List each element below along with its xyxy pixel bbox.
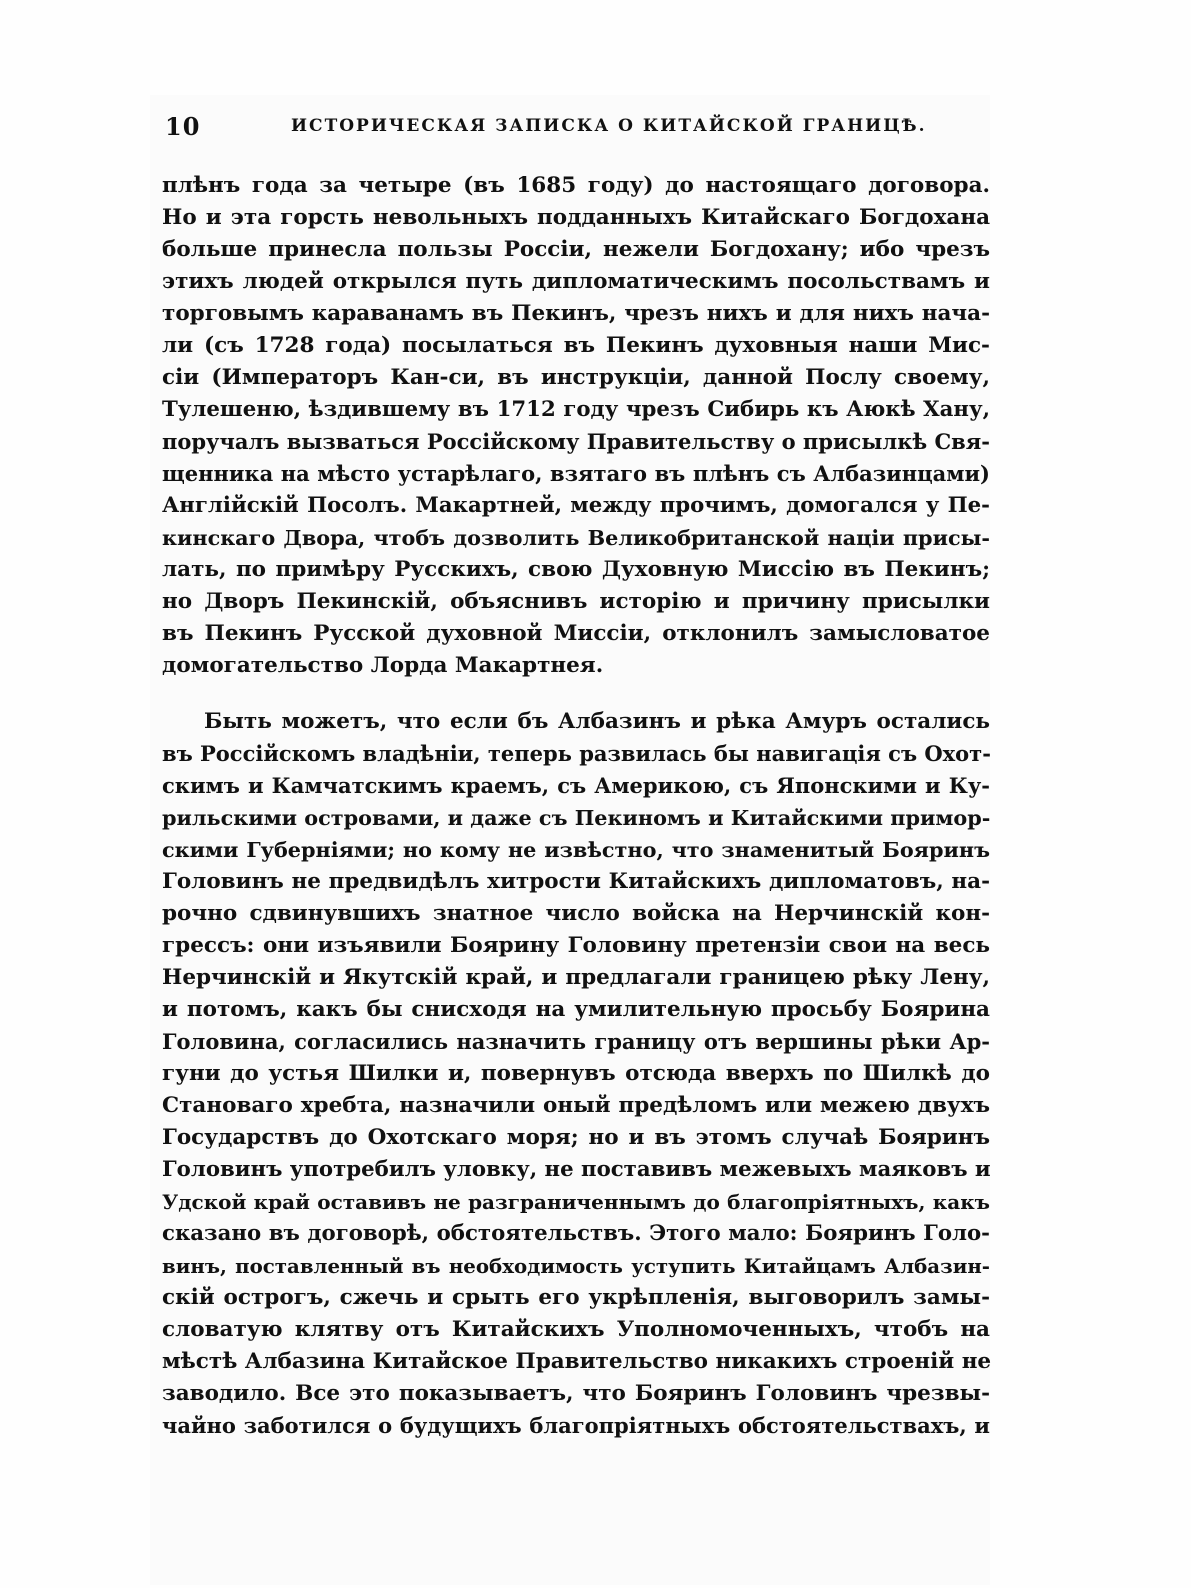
text-line: скимъ и Камчатскимъ краемъ, съ Америкою, съ Японскими и Ку-: [162, 773, 990, 798]
page-number: 10: [165, 112, 201, 141]
paragraph-gap: [162, 682, 990, 706]
text-line: Головинъ употребилъ уловку, не поставивъ межевыхъ маяковъ и: [162, 1157, 991, 1182]
text-line: въ Пекинъ Русской духовной Миссіи, отклонилъ замысловатое: [162, 621, 990, 646]
text-line: сказано въ договорѣ, обстоятельствъ. Этого мало: Бояринъ Голо-: [162, 1221, 990, 1246]
running-title: ИСТОРИЧЕСКАЯ ЗАПИСКА О КИТАЙСКОЙ ГРАНИЦѢ.: [291, 116, 927, 136]
text-line: скими Губерніями; но кому не извѣстно, что знаменитый Бояринъ: [162, 838, 990, 862]
text-line: Быть можетъ, что если бъ Албазинъ и рѣка Амуръ остались: [204, 709, 990, 734]
text-line: лать, по примѣру Русскихъ, свою Духовную Миссію въ Пекинъ;: [162, 557, 990, 582]
text-line: плѣнъ года за четыре (въ 1685 году) до настоящаго договора.: [162, 173, 990, 198]
text-line: домогательство Лорда Макартнея.: [162, 653, 604, 678]
text-line: больше принесла пользы Россіи, нежели Богдохану; ибо чрезъ: [162, 237, 990, 262]
text-line: Становаго хребта, назначили оный предѣломъ или межею двухъ: [162, 1093, 990, 1118]
text-line: заводило. Все это показываетъ, что Бояринъ Головинъ чрезвы-: [162, 1381, 990, 1406]
text-line: Но и эта горсть невольныхъ подданныхъ Китайскаго Богдохана: [162, 205, 990, 230]
text-line: ли (съ 1728 года) посылаться въ Пекинъ духовныя наши Мис-: [162, 333, 990, 358]
text-line: рочно сдвинувшихъ знатное число войска на Нерчинскій кон-: [162, 901, 990, 926]
text-line: въ Россійскомъ владѣніи, теперь развилась бы навигація съ Охот-: [162, 741, 991, 766]
text-line: рильскими островами, и даже съ Пекиномъ и Китайскими примор-: [162, 806, 991, 830]
text-line: Головина, согласились назначить границу отъ вершины рѣки Ар-: [162, 1029, 990, 1054]
text-line: поручалъ вызваться Россійскому Правительству о присылкѣ Свя-: [162, 429, 990, 454]
paragraph-2: [162, 706, 990, 1442]
text-line: сіи (Императоръ Кан-си, въ инструкціи, данной Послу своему,: [162, 365, 990, 390]
text-line: торговымъ караванамъ въ Пекинъ, чрезъ нихъ и для нихъ нача-: [162, 301, 990, 326]
text-line: винъ, поставленный въ необходимость уступить Китайцамъ Албазин-: [162, 1254, 990, 1278]
text-line: грессъ: они изъявили Боярину Головину претензіи свои на весь: [162, 933, 990, 958]
text-line: и потомъ, какъ бы снисходя на умилительную просьбу Боярина: [162, 997, 990, 1022]
text-line: но Дворъ Пекинскій, объяснивъ исторію и причину присылки: [162, 589, 990, 614]
text-line: кинскаго Двора, чтобъ дозволить Великобританской націи присы-: [162, 526, 990, 550]
text-line: щенника на мѣсто устарѣлаго, взятаго въ плѣнъ съ Албазинцами): [162, 461, 990, 486]
text-line: мѣстѣ Албазина Китайское Правительство никакихъ строеній не: [162, 1349, 992, 1374]
text-line: Тулешеню, ѣздившему въ 1712 году чрезъ Сибирь къ Аюкѣ Хану,: [162, 397, 990, 422]
text-line: чайно заботился о будущихъ благопріятныхъ обстоятельствахъ, и: [162, 1413, 990, 1438]
text-line: Государствъ до Охотскаго моря; но и въ этомъ случаѣ Бояринъ: [162, 1125, 990, 1150]
text-line: гуни до устья Шилки и, повернувъ отсюда вверхъ по Шилкѣ до: [162, 1061, 990, 1086]
text-line: Головинъ не предвидѣлъ хитрости Китайскихъ дипломатовъ, на-: [162, 869, 990, 894]
body-text: [162, 170, 990, 1442]
text-line: словатую клятву отъ Китайскихъ Уполномоченныхъ, чтобъ на: [162, 1317, 990, 1342]
text-line: Англійскій Посолъ. Макартней, между прочимъ, домогался у Пе-: [162, 493, 990, 518]
paragraph-1: [162, 170, 990, 682]
text-line: скій острогъ, сжечь и срыть его укрѣпленія, выговорилъ замы-: [162, 1285, 990, 1310]
text-line: Удской край оставивъ не разграниченнымъ до благопріятныхъ, какъ: [162, 1190, 990, 1214]
text-line: этихъ людей открылся путь дипломатическимъ посольствамъ и: [162, 269, 990, 294]
page-header: [165, 112, 995, 148]
text-line: Нерчинскій и Якутскій край, и предлагали границею рѣку Лену,: [162, 965, 990, 990]
